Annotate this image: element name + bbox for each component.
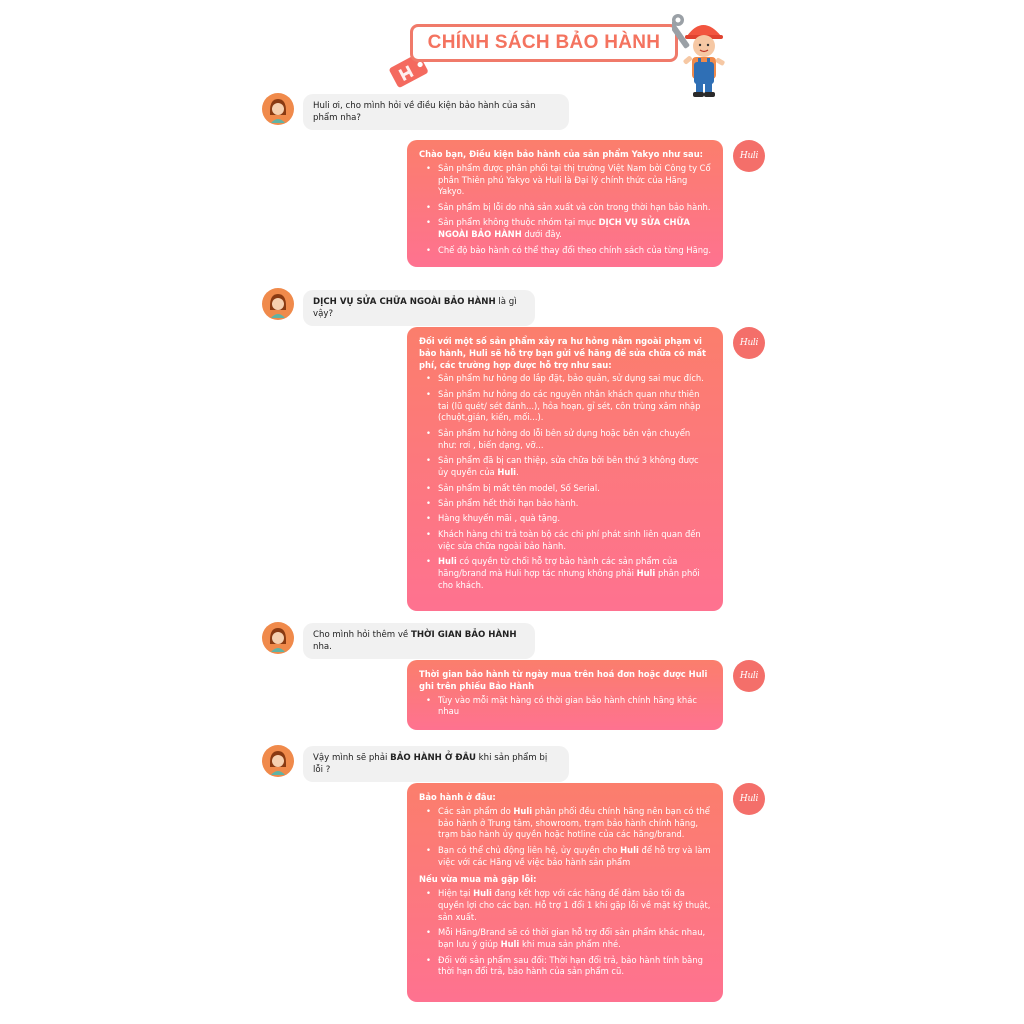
huli-logo-icon — [733, 327, 765, 359]
text-segment: phân phối cho khách. — [438, 568, 700, 590]
huli-logo-icon — [733, 783, 765, 815]
answer-list — [419, 163, 711, 257]
list-item: • Tùy vào mỗi mặt hàng có thời gian bảo hành chính hãng khác nhau — [438, 695, 711, 719]
question-bubble — [303, 94, 569, 130]
logo-text: Huli — [739, 338, 759, 348]
text-segment: là gì vậy? — [313, 297, 517, 319]
text-segment: nha. — [313, 642, 332, 652]
highlight-text: Huli — [473, 888, 492, 899]
user-avatar-icon — [262, 288, 294, 320]
answer-list — [419, 373, 711, 591]
answer-bubble — [407, 660, 723, 730]
list-item — [438, 217, 711, 241]
highlight-text: DỊCH VỤ SỬA CHỮA NGOÀI BẢO HÀNH — [438, 217, 690, 240]
highlight-text: Huli — [497, 467, 517, 478]
answer-subheading: Nếu vừa mua mà gặp lỗi: — [419, 874, 537, 885]
list-item: • Sản phẩm hết thời hạn bảo hành. — [438, 498, 711, 510]
list-item: • Sản phẩm hư hỏng do lỗi bên sử dụng hoặc bên vận chuyển như: rơi , biến dạng, vỡ... — [438, 428, 711, 452]
answer-heading: Bảo hành ở đâu: — [419, 792, 496, 802]
list-item — [438, 455, 711, 479]
text-segment: Sản phẩm đã bị can thiệp, sửa chữa bởi bên thứ 3 không được ủy quyền của — [438, 455, 699, 478]
highlight-text: BẢO HÀNH Ở ĐÂU — [390, 753, 476, 763]
huli-logo-icon — [733, 660, 765, 692]
text-segment: có quyền từ chối hỗ trợ bảo hành các sản phẩm của hãng/brand mà Huli hợp tác nhưng không phải — [438, 556, 678, 579]
highlight-text: THỜI GIAN BẢO HÀNH — [410, 630, 517, 640]
text-segment: Bạn có thể chủ động liên hệ, ủy quyền cho — [438, 844, 621, 855]
highlight-text: Huli — [636, 568, 656, 579]
mechanic-mascot-icon — [672, 14, 734, 100]
highlight-text: DỊCH VỤ SỬA CHỮA NGOÀI BẢO HÀNH — [313, 297, 496, 307]
text-segment: Hiện tại — [438, 888, 474, 899]
title-banner — [410, 24, 678, 62]
text-segment: khi sản phẩm bị lỗi ? — [313, 753, 548, 775]
huli-logo-icon — [733, 140, 765, 172]
list-item — [438, 806, 711, 841]
answer-bubble — [407, 783, 723, 1002]
text-segment: phân phối đều chính hãng nên bạn có thể bảo hành ở Trung tâm, showroom, trạm bảo hành chính hãng, trạm bảo hành ủy quyền hoặc hotline của các hãng/brand. — [438, 805, 710, 840]
text-segment: để hỗ trợ và làm việc với các Hãng về việc bảo hành sản phẩm — [438, 844, 711, 867]
page-title: CHÍNH SÁCH BẢO HÀNH — [427, 32, 661, 53]
highlight-text: Huli — [620, 844, 639, 855]
highlight-text: Huli — [513, 805, 533, 816]
text-segment: Cho mình hỏi thêm về — [313, 630, 411, 640]
question-bubble — [303, 746, 569, 782]
list-item: • Sản phẩm được phân phối tại thị trường Việt Nam bởi Công ty Cổ phần Thiên phú Yakyo và Huli là Đại lý chính thức của Hãng Yakyo. — [438, 163, 711, 198]
list-item: • Đối với sản phẩm sau đổi: Thời hạn đổi trả, bảo hành tính bằng thời hạn đổi trả, bảo hành của sản phẩm cũ. — [438, 955, 711, 979]
answer-bubble — [407, 140, 723, 267]
highlight-text: Huli — [438, 556, 457, 567]
text-segment: khi mua sản phẩm nhé. — [519, 939, 621, 950]
list-item: • Sản phẩm bị mất tên model, Số Serial. — [438, 483, 711, 495]
answer-heading: Thời gian bảo hành từ ngày mua trên hoá đơn hoặc được Huli ghi trên phiếu Bảo Hành — [419, 669, 708, 691]
logo-text: Huli — [739, 671, 759, 681]
question-text: Huli ơi, cho mình hỏi về điều kiện bảo hành của sản phẩm nha? — [313, 101, 536, 123]
text-segment: . — [516, 467, 519, 478]
answer-list — [419, 695, 711, 719]
text-segment: Sản phẩm không thuộc nhóm tại mục — [438, 217, 599, 228]
answer-bubble — [407, 327, 723, 611]
list-item — [438, 845, 711, 869]
text-segment: Vậy mình sẽ phải — [313, 753, 391, 763]
question-bubble — [303, 623, 535, 659]
logo-text: Huli — [739, 794, 759, 804]
list-item: • Sản phẩm hư hỏng do lắp đặt, bảo quản, sử dụng sai mục đích. — [438, 373, 711, 385]
logo-text: Huli — [739, 151, 759, 161]
user-avatar-icon — [262, 745, 294, 777]
list-item: • Khách hàng chi trả toàn bộ các chi phí phát sinh liên quan đến việc sửa chữa ngoài bảo hành. — [438, 529, 711, 553]
answer-heading: Chào bạn, Điều kiện bảo hành của sản phẩm Yakyo như sau: — [419, 149, 704, 159]
list-item — [438, 927, 711, 951]
user-avatar-icon — [262, 622, 294, 654]
text-segment: dưới đây. — [521, 229, 562, 240]
list-item — [438, 888, 711, 923]
list-item: • Hàng khuyến mãi , quà tặng. — [438, 513, 711, 525]
list-item: • Chế độ bảo hành có thể thay đổi theo chính sách của từng Hãng. — [438, 245, 711, 257]
answer-list — [419, 888, 711, 978]
text-segment: đang kết hợp với các hãng để đảm bảo tối đa quyền lợi cho các bạn. Hỗ trợ 1 đổi 1 khi gặp lỗi về mặt kỹ thuật, sản xuất. — [438, 888, 711, 922]
highlight-text: Huli — [500, 939, 520, 950]
list-item — [438, 556, 711, 591]
list-item: • Sản phẩm bị lỗi do nhà sản xuất và còn trong thời hạn bảo hành. — [438, 202, 711, 214]
answer-list — [419, 806, 711, 869]
text-segment: Mỗi Hãng/Brand sẽ có thời gian hỗ trợ đổi sản phẩm khác nhau, bạn lưu ý giúp — [438, 927, 706, 950]
answer-heading: Đối với một số sản phẩm xảy ra hư hỏng nằm ngoài phạm vi bảo hành, Huli sẽ hỗ trợ bạn gửi về hãng để sửa chữa có mất phí, các trường hợp được hỗ trợ như sau: — [419, 336, 706, 370]
user-avatar-icon — [262, 93, 294, 125]
question-bubble — [303, 290, 535, 326]
text-segment: Các sản phẩm do — [438, 805, 514, 816]
list-item: • Sản phẩm hư hỏng do các nguyên nhân khách quan như thiên tai (lũ quét/ sét đánh...), hỏa hoạn, gỉ sét, côn trùng xâm nhập (chuột,gián, kiến, mối...). — [438, 389, 711, 424]
